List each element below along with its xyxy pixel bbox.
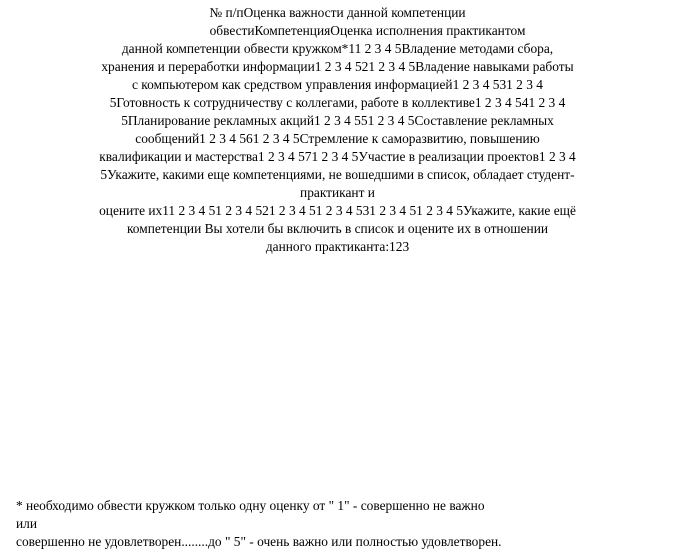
footnote-line: * необходимо обвести кружком только одну оценку от " 1" - совершенно не важно bbox=[16, 498, 485, 513]
footnote-line: совершенно не удовлетворен........до " 5" - очень важно или полностью удовлетворен. bbox=[16, 534, 502, 549]
text-line: хранения и переработки информации1 2 3 4 521 2 3 4 5Владение навыками работы bbox=[101, 59, 574, 74]
text-line: 5Планирование рекламных акций1 2 3 4 551 2 3 4 5Составление рекламных bbox=[121, 113, 554, 128]
document-body bbox=[0, 4, 675, 256]
text-line: № п/пОценка важности данной компетенции bbox=[209, 5, 466, 20]
text-line: данной компетенции обвести кружком*11 2 3 4 5Владение методами сбора, bbox=[121, 41, 554, 56]
text-line: сообщений1 2 3 4 561 2 3 4 5Стремление к саморазвитию, повышению bbox=[135, 131, 540, 146]
text-line: практикант и bbox=[300, 185, 375, 200]
text-line: обвестиКомпетенцияОценка исполнения практикантом bbox=[209, 23, 526, 38]
footnote bbox=[16, 497, 656, 551]
text-line: оцените их11 2 3 4 51 2 3 4 521 2 3 4 51 2 3 4 531 2 3 4 51 2 3 4 5Укажите, какие ещё bbox=[99, 203, 576, 218]
text-line: компетенции Вы хотели бы включить в список и оцените их в отношении bbox=[126, 221, 549, 236]
footnote-line: или bbox=[16, 516, 38, 531]
text-line: квалификации и мастерства1 2 3 4 571 2 3 4 5Участие в реализации проектов1 2 3 4 bbox=[99, 149, 576, 164]
text-line: с компьютером как средством управления информацией1 2 3 4 531 2 3 4 bbox=[132, 77, 543, 92]
text-line: 5Готовность к сотрудничеству с коллегами, работе в коллективе1 2 3 4 541 2 3 4 bbox=[109, 95, 566, 110]
text-line: данного практиканта:123 bbox=[265, 239, 410, 254]
text-line: 5Укажите, какими еще компетенциями, не вошедшими в список, обладает студент- bbox=[100, 167, 575, 182]
